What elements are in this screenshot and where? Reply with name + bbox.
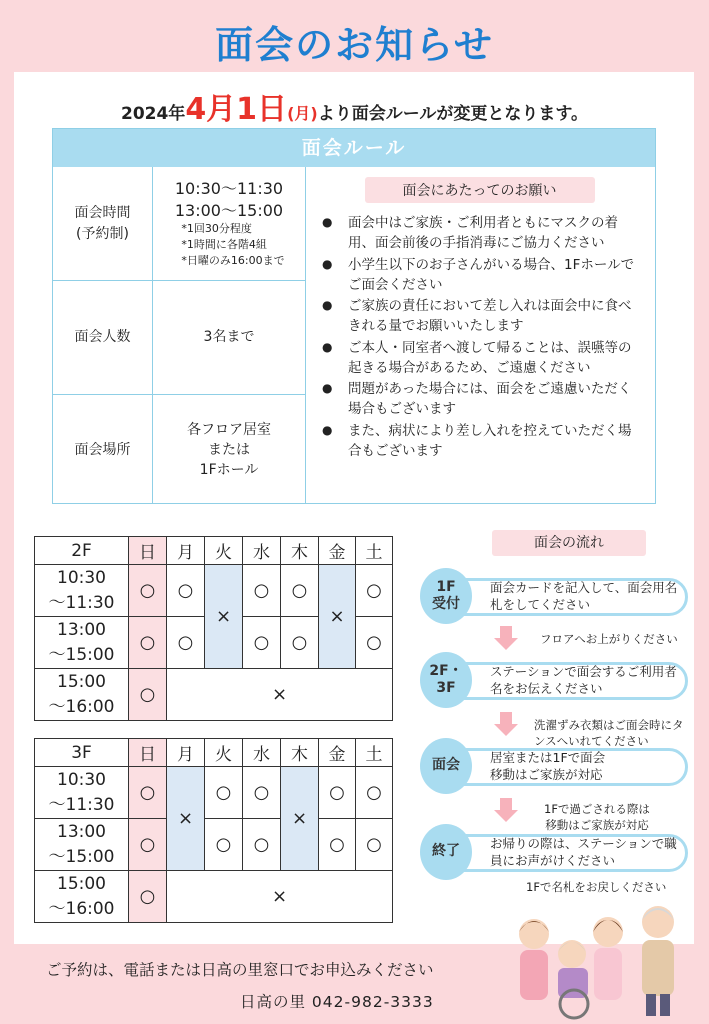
slot-3 [35, 871, 129, 923]
requests-list [318, 213, 641, 461]
slot-2-text: 13:00 ～15:00 [48, 821, 115, 867]
announce-date: 4月1日 [185, 92, 288, 127]
mark-ng: × [167, 871, 393, 923]
mark-ok: ○ [167, 617, 205, 669]
flow-note [544, 802, 650, 833]
schedule-2f [34, 536, 393, 721]
place-value [153, 395, 305, 505]
mark-ok: ○ [167, 565, 205, 617]
time-note-3: *日曜のみ16:00まで [181, 254, 285, 268]
mark-ok: ○ [319, 819, 356, 871]
contact-info: 日高の里 042-982-3333 [240, 993, 434, 1011]
mark-ok: ○ [281, 565, 319, 617]
flow-note: 1Fで名札をお戻しください [526, 880, 667, 894]
day-thu: 木 [281, 739, 319, 767]
slot-2-text: 13:00 ～15:00 [48, 619, 115, 665]
slot-1 [35, 767, 129, 819]
slot-1-text: 10:30 ～11:30 [48, 769, 115, 815]
mark-ok: ○ [205, 819, 243, 871]
mark-ng: × [167, 767, 205, 871]
mark-ok: ○ [129, 819, 167, 871]
request-item: ● 面会中はご家族・ご利用者ともにマスクの着用、面会前後の手指消毒にご協力ください [318, 213, 641, 254]
day-thu: 木 [281, 537, 319, 565]
slot-2 [35, 617, 129, 669]
day-sun: 日 [129, 537, 167, 565]
step-label [420, 568, 472, 624]
slot-2 [35, 819, 129, 871]
request-item: ● ご家族の責任において差し入れは面会中に食べきれる量でお願いいたします [318, 296, 641, 337]
day-sat: 土 [356, 537, 393, 565]
step-text-content: 居室または1Fで面会 移動はご家族が対応 [490, 750, 606, 782]
time-note-2: *1時間に各階4組 [181, 238, 267, 252]
mark-ok: ○ [356, 565, 393, 617]
people-value: 3名まで [153, 281, 305, 395]
slot-3 [35, 669, 129, 721]
step-text: ステーションで面会するご利用者名をお伝えください [490, 664, 677, 696]
step-label: 2F・3F [420, 652, 472, 708]
mark-ok: ○ [129, 767, 167, 819]
slot-3-text: 15:00 ～16:00 [48, 671, 115, 717]
mark-ok: ○ [356, 767, 393, 819]
time-slot-2: 13:00～15:00 [174, 200, 284, 220]
mark-ng: × [167, 669, 393, 721]
rules-header: 面会ルール [53, 129, 655, 167]
request-item: ● また、病状により差し入れを控えていただく場合もございます [318, 421, 641, 462]
flow-step-visit [420, 744, 688, 788]
mark-ok: ○ [319, 767, 356, 819]
mark-ok: ○ [281, 617, 319, 669]
flow-note: 洗濯ずみ衣類はご面会時にタンスへいれてください [534, 718, 684, 748]
day-sat: 土 [356, 739, 393, 767]
step-text: 面会カードを記入して、面会用名札をしてください [490, 580, 678, 612]
rules-table [52, 128, 656, 504]
announce-year: 2024年 [120, 104, 186, 124]
requests-title: 面会にあたってのお願い [365, 177, 595, 203]
mark-ok: ○ [205, 767, 243, 819]
announce-weekday: (月) [287, 104, 318, 123]
mark-ok: ○ [129, 617, 167, 669]
day-fri: 金 [319, 537, 356, 565]
request-item: ● 問題があった場合には、面会をご遠慮いただく場合もございます [318, 379, 641, 420]
mark-ok: ○ [243, 565, 281, 617]
mark-ok: ○ [356, 617, 393, 669]
mark-ng: × [281, 767, 319, 871]
time-slot-1: 10:30～11:30 [174, 179, 284, 198]
mark-ng: × [205, 565, 243, 669]
people-label: 面会人数 [53, 281, 152, 395]
announcement [0, 84, 709, 128]
floor-label: 3F [35, 739, 129, 767]
day-sun: 日 [129, 739, 167, 767]
day-wed: 水 [243, 739, 281, 767]
flow-note-text: 1Fで過ごされる際は 移動はご家族が対応 [544, 802, 650, 832]
mark-ok: ○ [243, 767, 281, 819]
mark-ok: ○ [129, 871, 167, 923]
time-note-1: *1回30分程度 [181, 222, 252, 236]
request-item: ● ご本人・同室者へ渡して帰ることは、誤嚥等の起きる場合があるため、ご遠慮ください [318, 338, 641, 379]
step-label: 面会 [420, 738, 472, 794]
day-fri: 金 [319, 739, 356, 767]
announce-text: より面会ルールが変更となります。 [317, 104, 589, 124]
floor-label: 2F [35, 537, 129, 565]
day-mon: 月 [167, 739, 205, 767]
time-label [53, 167, 152, 281]
day-tue: 火 [205, 739, 243, 767]
slot-1-text: 10:30 ～11:30 [48, 567, 115, 613]
day-tue: 火 [205, 537, 243, 565]
flow-note: フロアへお上がりください [540, 632, 678, 646]
step-label-text: 1F 受付 [432, 578, 460, 612]
time-value [153, 167, 305, 281]
mark-ok: ○ [129, 565, 167, 617]
place-value-text: 各フロア居室 または 1Fホール [187, 421, 271, 479]
reservation-note: ご予約は、電話または日高の里窓口でお申込みください [46, 961, 434, 979]
slot-3-text: 15:00 ～16:00 [48, 873, 115, 919]
step-label: 終了 [420, 824, 472, 880]
place-label: 面会場所 [74, 441, 131, 458]
mark-ok: ○ [129, 669, 167, 721]
mark-ok: ○ [356, 819, 393, 871]
step-text [490, 750, 682, 784]
day-wed: 水 [243, 537, 281, 565]
mark-ng: × [319, 565, 356, 669]
mark-ok: ○ [243, 617, 281, 669]
family-illustration-icon [508, 896, 694, 1020]
mark-ok: ○ [243, 819, 281, 871]
day-mon: 月 [167, 537, 205, 565]
flow-title: 面会の流れ [492, 530, 646, 556]
requests-panel [306, 167, 655, 503]
slot-1 [35, 565, 129, 617]
flow-step-reception [420, 574, 688, 618]
time-label-text: 面会時間 (予約制) [74, 205, 131, 242]
step-text: お帰りの際は、ステーションで職員にお声がけください [490, 836, 677, 868]
schedule-3f [34, 738, 393, 923]
page-title: 面会のお知らせ [215, 23, 494, 67]
request-item: ● 小学生以下のお子さんがいる場合、1Fホールでご面会ください [318, 255, 641, 296]
flow-step-finish [420, 830, 688, 874]
flow-step-station [420, 658, 688, 702]
